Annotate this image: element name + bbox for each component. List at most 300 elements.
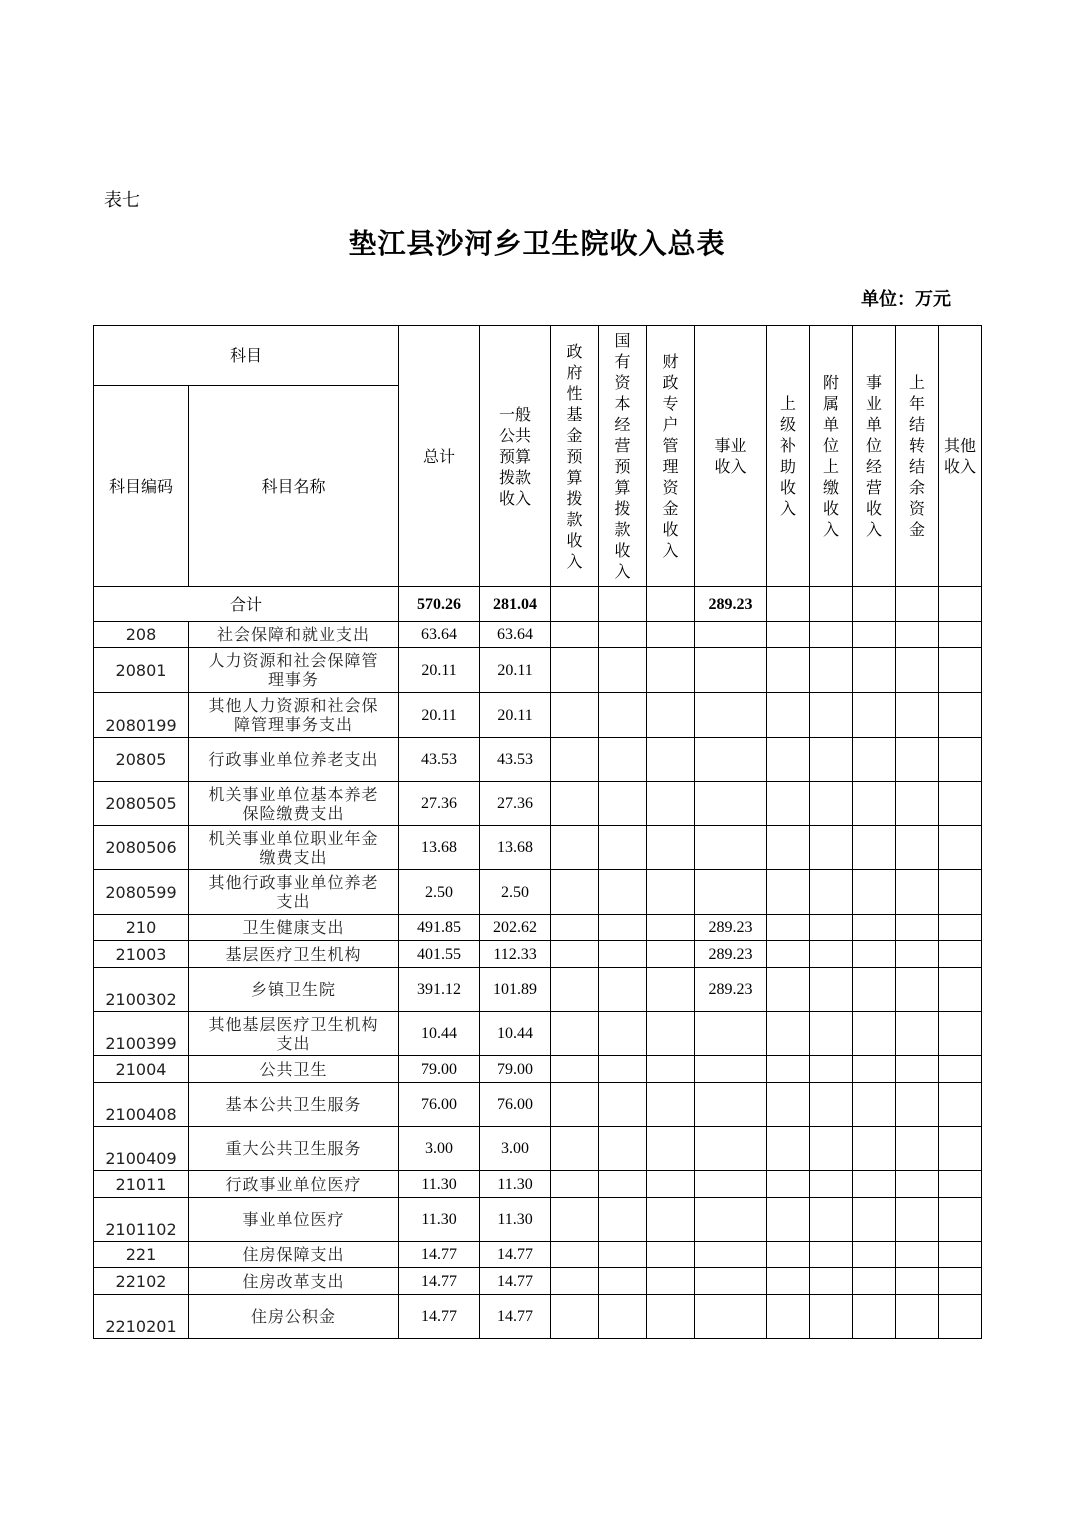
business-income-cell: 289.23 [695,968,767,1012]
gov-fund-cell [551,648,599,693]
total-cell: 11.30 [399,1171,480,1198]
subject-name-cell [189,941,399,968]
carryover-cell [896,648,939,693]
operating-income-cell [853,941,896,968]
other-income-cell [939,915,982,941]
summary-label: 合计 [94,587,399,622]
subject-name-cell [189,1242,399,1268]
summary-business: 289.23 [695,587,767,622]
table-row [94,738,982,782]
general-budget-cell: 27.36 [480,782,551,826]
carryover-cell [896,1268,939,1295]
table-row [94,1198,982,1242]
fiscal-special-cell [647,1171,695,1198]
gov-fund-cell [551,1056,599,1083]
header-business-income: 事业收入 [695,326,767,587]
state-capital-cell [599,1268,647,1295]
subject-name-cell [189,1171,399,1198]
state-capital-cell [599,622,647,648]
other-income-cell [939,693,982,738]
other-income-cell [939,1171,982,1198]
business-income-cell [695,648,767,693]
table-row [94,622,982,648]
business-income-cell: 289.23 [695,915,767,941]
state-capital-cell [599,870,647,915]
superior-subsidy-cell [767,622,810,648]
subject-name-cell [189,1268,399,1295]
subject-name: 社会保障和就业支出 [217,625,371,644]
operating-income-cell [853,738,896,782]
superior-subsidy-cell [767,1242,810,1268]
fiscal-special-cell [647,1242,695,1268]
subject-name: 住房改革支出 [242,1271,345,1291]
state-capital-cell [599,1295,647,1339]
subject-name-cell [189,1083,399,1127]
subject-name-cell [189,1295,399,1339]
document-title: 垫江县沙河乡卫生院收入总表 [348,229,726,260]
subject-name-cell [189,1127,399,1171]
fiscal-special-cell [647,826,695,870]
subject-name: 人力资源和社会保障管理事务 [208,651,379,689]
header-affiliated-income: 附属单位上缴收入 [810,326,853,587]
subject-name-cell [189,1012,399,1056]
total-cell: 10.44 [399,1012,480,1056]
general-budget-cell: 2.50 [480,870,551,915]
header-gov-fund: 政府性基金预算拨款收入 [551,326,599,587]
total-cell: 491.85 [399,915,480,941]
state-capital-cell [599,1056,647,1083]
affiliated-income-cell [810,1171,853,1198]
superior-subsidy-cell [767,1268,810,1295]
superior-subsidy-cell [767,1083,810,1127]
business-income-cell [695,1242,767,1268]
operating-income-cell [853,968,896,1012]
superior-subsidy-cell [767,1056,810,1083]
gov-fund-cell [551,941,599,968]
table-row [94,782,982,826]
header-operating-income: 事业单位经营收入 [853,326,896,587]
general-budget-cell: 11.30 [480,1171,551,1198]
subject-code-cell: 221 [94,1242,189,1268]
fiscal-special-cell [647,738,695,782]
fiscal-special-cell [647,782,695,826]
subject-name: 其他基层医疗卫生机构支出 [208,1014,379,1053]
superior-subsidy-cell [767,870,810,915]
total-cell: 20.11 [399,648,480,693]
total-cell: 14.77 [399,1268,480,1295]
affiliated-income-cell [810,1083,853,1127]
other-income-cell [939,1012,982,1056]
business-income-cell [695,1295,767,1339]
table-row [94,826,982,870]
summary-row [94,587,982,622]
affiliated-income-cell [810,622,853,648]
gov-fund-cell [551,1127,599,1171]
carryover-cell [896,968,939,1012]
operating-income-cell [853,826,896,870]
operating-income-cell [853,1242,896,1268]
business-income-cell [695,1127,767,1171]
header-subject: 科目 [94,326,399,386]
carryover-cell [896,1012,939,1056]
subject-code-cell: 208 [94,622,189,648]
affiliated-income-cell [810,915,853,941]
affiliated-income-cell [810,648,853,693]
general-budget-cell: 76.00 [480,1083,551,1127]
other-income-cell [939,738,982,782]
subject-name-cell [189,870,399,915]
general-budget-cell: 101.89 [480,968,551,1012]
subject-name: 住房公积金 [251,1307,337,1326]
subject-code-cell: 2210201 [94,1295,189,1339]
business-income-cell [695,870,767,915]
subject-code-cell: 2100409 [94,1127,189,1171]
subject-name-cell [189,915,399,941]
operating-income-cell [853,648,896,693]
carryover-cell [896,622,939,648]
subject-name: 公共卫生 [259,1059,328,1079]
general-budget-cell: 43.53 [480,738,551,782]
subject-name: 基层医疗卫生机构 [225,944,362,964]
total-cell: 43.53 [399,738,480,782]
operating-income-cell [853,622,896,648]
state-capital-cell [599,738,647,782]
total-cell: 20.11 [399,693,480,738]
table-number: 表七 [104,190,140,210]
business-income-cell [695,1056,767,1083]
other-income-cell [939,968,982,1012]
subject-name: 行政事业单位医疗 [225,1174,362,1194]
affiliated-income-cell [810,968,853,1012]
header-superior-subsidy: 上级补助收入 [767,326,810,587]
carryover-cell [896,693,939,738]
table-row [94,693,982,738]
total-cell: 391.12 [399,968,480,1012]
gov-fund-cell [551,968,599,1012]
gov-fund-cell [551,1242,599,1268]
general-budget-cell: 14.77 [480,1295,551,1339]
total-cell: 401.55 [399,941,480,968]
superior-subsidy-cell [767,1012,810,1056]
business-income-cell: 289.23 [695,941,767,968]
table-row [94,1083,982,1127]
subject-code-cell: 2080599 [94,870,189,915]
business-income-cell [695,1083,767,1127]
other-income-cell [939,782,982,826]
subject-name-cell [189,968,399,1012]
superior-subsidy-cell [767,693,810,738]
general-budget-cell: 14.77 [480,1268,551,1295]
header-other-income: 其他收入 [939,326,982,587]
table-row [94,1268,982,1295]
state-capital-cell [599,1242,647,1268]
other-income-cell [939,648,982,693]
other-income-cell [939,1127,982,1171]
gov-fund-cell [551,1268,599,1295]
fiscal-special-cell [647,622,695,648]
superior-subsidy-cell [767,1127,810,1171]
total-cell: 76.00 [399,1083,480,1127]
carryover-cell [896,826,939,870]
general-budget-cell: 202.62 [480,915,551,941]
affiliated-income-cell [810,693,853,738]
subject-code-cell: 20801 [94,648,189,693]
general-budget-cell: 10.44 [480,1012,551,1056]
subject-name: 机关事业单位职业年金缴费支出 [208,828,379,867]
fiscal-special-cell [647,693,695,738]
table-row [94,1242,982,1268]
total-cell: 13.68 [399,826,480,870]
header-general-budget: 一般公共预算拨款收入 [480,326,551,587]
business-income-cell [695,1012,767,1056]
operating-income-cell [853,693,896,738]
affiliated-income-cell [810,870,853,915]
subject-name-cell [189,738,399,782]
total-cell: 79.00 [399,1056,480,1083]
subject-name: 行政事业单位养老支出 [208,750,379,769]
state-capital-cell [599,915,647,941]
income-table [93,325,982,1339]
business-income-cell [695,826,767,870]
general-budget-cell: 14.77 [480,1242,551,1268]
fiscal-special-cell [647,1268,695,1295]
general-budget-cell: 112.33 [480,941,551,968]
other-income-cell [939,1083,982,1127]
state-capital-cell [599,1198,647,1242]
other-income-cell [939,1295,982,1339]
state-capital-cell [599,1171,647,1198]
affiliated-income-cell [810,1268,853,1295]
other-income-cell [939,1242,982,1268]
subject-code-cell: 2101102 [94,1198,189,1242]
gov-fund-cell [551,622,599,648]
header-carryover: 上年结转结余资金 [896,326,939,587]
fiscal-special-cell [647,915,695,941]
state-capital-cell [599,782,647,826]
general-budget-cell: 20.11 [480,648,551,693]
general-budget-cell: 20.11 [480,693,551,738]
table-row [94,1012,982,1056]
subject-name-cell [189,1198,399,1242]
subject-name: 其他人力资源和社会保障管理事务支出 [208,696,379,734]
subject-name: 乡镇卫生院 [251,980,337,999]
subject-name-cell [189,782,399,826]
operating-income-cell [853,1012,896,1056]
business-income-cell [695,693,767,738]
other-income-cell [939,622,982,648]
header-row-1 [94,326,982,386]
subject-code-cell: 21011 [94,1171,189,1198]
fiscal-special-cell [647,1127,695,1171]
gov-fund-cell [551,1295,599,1339]
table-body [94,622,982,1339]
superior-subsidy-cell [767,782,810,826]
operating-income-cell [853,1127,896,1171]
gov-fund-cell [551,1012,599,1056]
other-income-cell [939,1198,982,1242]
total-cell: 2.50 [399,870,480,915]
fiscal-special-cell [647,870,695,915]
carryover-cell [896,915,939,941]
general-budget-cell: 13.68 [480,826,551,870]
operating-income-cell [853,915,896,941]
business-income-cell [695,1198,767,1242]
superior-subsidy-cell [767,915,810,941]
subject-name-cell [189,622,399,648]
general-budget-cell: 79.00 [480,1056,551,1083]
affiliated-income-cell [810,782,853,826]
carryover-cell [896,1242,939,1268]
gov-fund-cell [551,738,599,782]
header-total: 总计 [399,326,480,587]
gov-fund-cell [551,1083,599,1127]
gov-fund-cell [551,693,599,738]
affiliated-income-cell [810,1295,853,1339]
other-income-cell [939,941,982,968]
subject-name: 基本公共卫生服务 [225,1095,362,1114]
operating-income-cell [853,782,896,826]
fiscal-special-cell [647,648,695,693]
operating-income-cell [853,1268,896,1295]
carryover-cell [896,1295,939,1339]
subject-code-cell: 2100302 [94,968,189,1012]
header-subject-name: 科目名称 [189,386,399,587]
superior-subsidy-cell [767,826,810,870]
subject-name: 重大公共卫生服务 [225,1139,362,1158]
subject-code-cell: 2100399 [94,1012,189,1056]
state-capital-cell [599,1083,647,1127]
operating-income-cell [853,1056,896,1083]
table-row [94,941,982,968]
affiliated-income-cell [810,1242,853,1268]
subject-code-cell: 21003 [94,941,189,968]
carryover-cell [896,782,939,826]
superior-subsidy-cell [767,1295,810,1339]
operating-income-cell [853,1198,896,1242]
table-row [94,968,982,1012]
total-cell: 63.64 [399,622,480,648]
superior-subsidy-cell [767,738,810,782]
fiscal-special-cell [647,1056,695,1083]
table-row [94,1056,982,1083]
operating-income-cell [853,870,896,915]
carryover-cell [896,1198,939,1242]
subject-name: 其他行政事业单位养老支出 [208,873,379,911]
other-income-cell [939,1056,982,1083]
table-row [94,648,982,693]
subject-code-cell: 20805 [94,738,189,782]
subject-name-cell [189,648,399,693]
general-budget-cell: 11.30 [480,1198,551,1242]
subject-name: 事业单位医疗 [242,1210,345,1229]
state-capital-cell [599,968,647,1012]
carryover-cell [896,941,939,968]
carryover-cell [896,1083,939,1127]
affiliated-income-cell [810,826,853,870]
fiscal-special-cell [647,968,695,1012]
total-cell: 14.77 [399,1242,480,1268]
summary-total: 570.26 [399,587,480,622]
gov-fund-cell [551,1198,599,1242]
superior-subsidy-cell [767,648,810,693]
general-budget-cell: 63.64 [480,622,551,648]
business-income-cell [695,738,767,782]
carryover-cell [896,738,939,782]
carryover-cell [896,1056,939,1083]
state-capital-cell [599,1012,647,1056]
affiliated-income-cell [810,738,853,782]
business-income-cell [695,782,767,826]
fiscal-special-cell [647,1295,695,1339]
affiliated-income-cell [810,1056,853,1083]
subject-name: 住房保障支出 [242,1245,345,1264]
state-capital-cell [599,1127,647,1171]
subject-name: 卫生健康支出 [242,918,345,937]
header-fiscal-special: 财政专户管理资金收入 [647,326,695,587]
total-cell: 27.36 [399,782,480,826]
state-capital-cell [599,826,647,870]
table-row [94,1127,982,1171]
other-income-cell [939,826,982,870]
subject-name-cell [189,693,399,738]
carryover-cell [896,1171,939,1198]
subject-name-cell [189,1056,399,1083]
superior-subsidy-cell [767,941,810,968]
unit-label: 单位：万元 [861,289,951,309]
subject-name-cell [189,826,399,870]
gov-fund-cell [551,1171,599,1198]
subject-code-cell: 21004 [94,1056,189,1083]
table-row [94,870,982,915]
carryover-cell [896,1127,939,1171]
general-budget-cell: 3.00 [480,1127,551,1171]
state-capital-cell [599,648,647,693]
gov-fund-cell [551,870,599,915]
other-income-cell [939,870,982,915]
subject-code-cell: 2080506 [94,826,189,870]
superior-subsidy-cell [767,968,810,1012]
total-cell: 11.30 [399,1198,480,1242]
subject-code-cell: 22102 [94,1268,189,1295]
gov-fund-cell [551,782,599,826]
subject-code-cell: 2100408 [94,1083,189,1127]
table-row [94,1171,982,1198]
table-row [94,915,982,941]
affiliated-income-cell [810,1198,853,1242]
operating-income-cell [853,1295,896,1339]
operating-income-cell [853,1171,896,1198]
other-income-cell [939,1268,982,1295]
header-state-capital: 国有资本经营预算拨款收入 [599,326,647,587]
affiliated-income-cell [810,1127,853,1171]
business-income-cell [695,1268,767,1295]
table-row [94,1295,982,1339]
header-subject-code: 科目编码 [94,386,189,587]
business-income-cell [695,622,767,648]
subject-code-cell: 2080199 [94,693,189,738]
fiscal-special-cell [647,1083,695,1127]
operating-income-cell [853,1083,896,1127]
fiscal-special-cell [647,1198,695,1242]
affiliated-income-cell [810,941,853,968]
carryover-cell [896,870,939,915]
fiscal-special-cell [647,1012,695,1056]
subject-code-cell: 2080505 [94,782,189,826]
state-capital-cell [599,941,647,968]
summary-general: 281.04 [480,587,551,622]
fiscal-special-cell [647,941,695,968]
state-capital-cell [599,693,647,738]
